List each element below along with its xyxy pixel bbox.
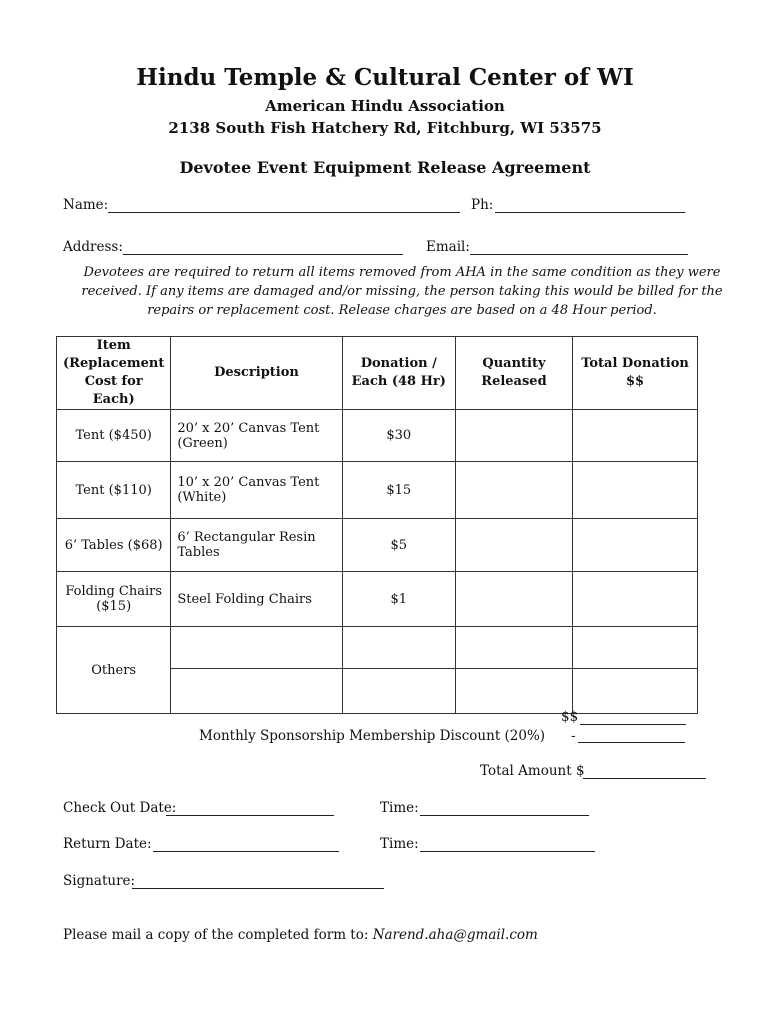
table-header-row xyxy=(57,337,698,410)
phone-field[interactable] xyxy=(495,212,685,213)
email-field[interactable] xyxy=(470,254,688,255)
checkout-time-label: Time: xyxy=(380,800,419,816)
others-quantity-cell[interactable] xyxy=(455,627,572,669)
return-time-field[interactable] xyxy=(420,851,595,852)
header-donation: Donation / Each (48 Hr) xyxy=(342,337,455,410)
return-date-label: Return Date: xyxy=(63,836,152,852)
others-description-cell[interactable] xyxy=(171,669,342,714)
others-total-cell[interactable] xyxy=(573,627,698,669)
signature-label: Signature: xyxy=(63,873,136,889)
mail-instruction xyxy=(63,927,538,943)
table-row-others xyxy=(57,627,698,669)
total-field[interactable] xyxy=(583,778,706,779)
table-row xyxy=(57,462,698,519)
checkout-date-label: Check Out Date: xyxy=(63,800,177,816)
description-cell: 6’ Rectangular Resin Tables xyxy=(171,519,342,572)
header-description: Description xyxy=(171,337,342,410)
quantity-cell[interactable] xyxy=(455,410,572,462)
donation-cell: $15 xyxy=(342,462,455,519)
address-field[interactable] xyxy=(123,254,403,255)
phone-label: Ph: xyxy=(471,197,494,213)
org-address: 2138 South Fish Hatchery Rd, Fitchburg, WI 53575 xyxy=(168,119,602,137)
return-date-field[interactable] xyxy=(153,851,339,852)
mail-email[interactable]: Narend.aha@gmail.com xyxy=(372,927,538,943)
discount-field[interactable] xyxy=(578,742,685,743)
checkout-time-field[interactable] xyxy=(420,815,589,816)
total-cell[interactable] xyxy=(573,410,698,462)
description-cell: 10’ x 20’ Canvas Tent (White) xyxy=(171,462,342,519)
total-cell[interactable] xyxy=(573,572,698,627)
item-cell: Folding Chairs ($15) xyxy=(57,572,171,627)
quantity-cell[interactable] xyxy=(455,462,572,519)
email-label: Email: xyxy=(426,239,470,255)
discount-label: Monthly Sponsorship Membership Discount (20%) xyxy=(199,728,546,744)
table-row xyxy=(57,519,698,572)
name-field[interactable] xyxy=(108,212,460,213)
mail-text: Please mail a copy of the completed form to: xyxy=(63,927,369,943)
quantity-cell[interactable] xyxy=(455,572,572,627)
donation-cell: $30 xyxy=(342,410,455,462)
item-cell: Tent ($450) xyxy=(57,410,171,462)
quantity-cell[interactable] xyxy=(455,519,572,572)
others-label: Others xyxy=(57,627,171,714)
item-cell: 6’ Tables ($68) xyxy=(57,519,171,572)
signature-field[interactable] xyxy=(132,888,384,889)
description-cell: Steel Folding Chairs xyxy=(171,572,342,627)
return-time-label: Time: xyxy=(380,836,419,852)
others-quantity-cell[interactable] xyxy=(455,669,572,714)
table-row xyxy=(57,572,698,627)
release-notice: Devotees are required to return all items removed from AHA in the same condition as they were received. If any items are damaged and/or missing, the person taking this would be billed for the repairs or replacement cost. Release charges are based on a 48 Hour period. xyxy=(81,265,723,318)
total-cell[interactable] xyxy=(573,519,698,572)
header-total: Total Donation $$ xyxy=(573,337,698,410)
org-subtitle: American Hindu Association xyxy=(265,97,505,115)
donation-cell: $1 xyxy=(342,572,455,627)
form-title: Devotee Event Equipment Release Agreement xyxy=(179,158,591,177)
item-cell: Tent ($110) xyxy=(57,462,171,519)
others-donation-cell[interactable] xyxy=(342,669,455,714)
total-label: Total Amount $ xyxy=(480,763,585,779)
others-total-cell[interactable] xyxy=(573,669,698,714)
donation-cell: $5 xyxy=(342,519,455,572)
discount-sign: - xyxy=(571,728,576,744)
others-donation-cell[interactable] xyxy=(342,627,455,669)
address-label: Address: xyxy=(63,239,123,255)
equipment-table xyxy=(56,336,698,714)
total-cell[interactable] xyxy=(573,462,698,519)
name-label: Name: xyxy=(63,197,109,213)
description-cell: 20’ x 20’ Canvas Tent (Green) xyxy=(171,410,342,462)
checkout-date-field[interactable] xyxy=(166,815,334,816)
subtotal-field[interactable] xyxy=(580,724,686,725)
subtotal-label: $$ xyxy=(561,709,579,725)
header-item: Item (Replacement Cost for Each) xyxy=(57,337,171,410)
org-title: Hindu Temple & Cultural Center of WI xyxy=(136,64,634,91)
table-row xyxy=(57,410,698,462)
others-description-cell[interactable] xyxy=(171,627,342,669)
header-quantity: Quantity Released xyxy=(455,337,572,410)
